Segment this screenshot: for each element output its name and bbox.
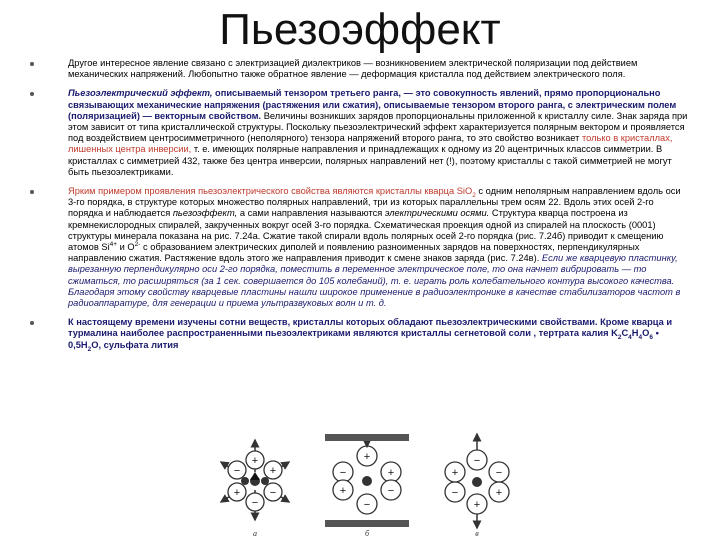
bullet-text: т. е. имеющих полярные направления и принадлежащих к одному из 20 ацентричных классов симметрии. В кристаллах с симметрией 432, также без центра инверсии, полярных направлений нет (!), поэтому кристаллы с такой симметрией не могут быть пьезоэлектриками. [68, 144, 672, 177]
svg-text:−: − [451, 487, 459, 499]
svg-text:−: − [495, 467, 503, 479]
bullet-dot [30, 321, 34, 325]
subscript: 4 [638, 334, 643, 342]
bullet-text: Другое интересное явление связано с электризацией диэлектриков — возникновением электрической поляризации под действием механических напряжений. Любопытно также обратное явление — деформация кристалла под действием электрического поля. [68, 58, 638, 80]
svg-text:+: + [251, 455, 259, 467]
bullet-text: а сами направления называются [237, 208, 385, 219]
svg-text:−: − [269, 487, 277, 499]
subscript: 2 [87, 345, 92, 353]
svg-text:+: + [387, 467, 395, 479]
bullet-item [30, 186, 690, 309]
subscript: 2 [472, 191, 476, 199]
subscript: 2 [617, 334, 622, 342]
highlight-text: только в кристаллах, лишенных центра инверсии, [68, 133, 673, 155]
italic-paragraph: Если же кварцевую пластинку, вырезанную перпендикулярно оси 2-го порядка, поместить в переменное электрическое поле, то она начнет вибрировать — то сжиматься, то расширяться (за 1 сек. совершается до 105 колебаний), т. е. играть роль колебательного контура высокого качества. Благодаря этому свойству кварцевые пластины нашли широкое применение в радиоэлектронике в качестве стабилизаторов частот в радиоаппаратуре, для генерации и приема ультразвуковых волн и т. д. [68, 253, 681, 309]
svg-text:+: + [339, 485, 347, 497]
diagram-b [325, 434, 409, 538]
svg-text:−: − [473, 455, 481, 467]
slide-title: Пьезоэффект [219, 5, 501, 54]
bullet-item [30, 317, 690, 351]
term-piezoelectric-effect: Пьезоэлектрический эффект, [68, 88, 213, 99]
bullet-item [30, 58, 690, 80]
formula-part: H [631, 328, 639, 339]
highlight-text: Ярким примером проявления пьезоэлектрического свойства являются кристаллы кварца SiO [68, 186, 473, 197]
definition-text: описываемый тензором третьего ранга, — это совокупность явлений, прямо пропорционально связывающих механические напряжения (растяжения или сжатия), описываемые тензором второго ранга, с электрическим полем (поляризацией) — векторным свойством. [68, 88, 677, 121]
figure-label-b: б [364, 529, 370, 538]
bullet-text: с одним неполярным направлением вдоль оси 3-го порядка, в структуре которых множество полярных направлений, три из которых параллельны трем осям 22. Вдоль этих осей 2-го порядка и наблюдается [68, 186, 681, 219]
svg-text:−: − [363, 499, 371, 511]
formula-part: C [621, 328, 629, 339]
svg-text:+: + [451, 467, 459, 479]
svg-text:+: + [363, 451, 371, 463]
bullet-text: К настоящему времени изучены сотни веществ, кристаллы которых обладают пьезоэлектрическими свойствами. Кроме кварца и турмалина наиболее распространенными пьезоэлектриками являются кристаллы сегнетовой соли , тертрата калия K [68, 317, 673, 339]
figure-label-a: а [253, 529, 257, 538]
term-electric-axes: электрическими осями. [384, 208, 490, 219]
bullet-dot [30, 62, 34, 66]
svg-text:−: − [339, 467, 347, 479]
svg-text:−: − [233, 465, 241, 477]
formula-part: O [642, 328, 650, 339]
quartz-structure-figure [215, 432, 515, 540]
svg-text:+: + [269, 465, 277, 477]
formula-part: • 0,5H [68, 328, 659, 350]
svg-text:−: − [387, 485, 395, 497]
diagram-a [221, 440, 289, 538]
svg-text:−: − [251, 497, 259, 509]
svg-text:+: + [495, 487, 503, 499]
superscript: 2- [134, 240, 141, 248]
diagram-c [445, 434, 509, 538]
svg-text:+: + [233, 487, 241, 499]
formula-part: O, сульфата лития [91, 339, 179, 350]
bullet-text: Структура кварца построена из кремнекислородных спиралей, закрученных вокруг осей 3-го порядка. Схематическая проекция одной из спиралей на плоскость (0001) структуры минерала показана на рис. 7.24а. Сжатие такой спирали вдоль полярных осей 2-го порядка (рис. 7.24б) приводит к смещению атомов Si [68, 208, 664, 253]
bullet-dot [30, 92, 34, 96]
bullet-text: Величины возникших зарядов пропорциональны приложенной к кристаллу силе. Знак заряда при этом зависит от типа кристаллической структуры. Поскольку пьезоэлектрический эффект характеризуется полярным вектором и проявляется под воздействием центросимметричного (неполярного) тензора напряжений второго ранга, то это свойство возникает [68, 110, 688, 144]
bullet-item [30, 88, 690, 178]
term-piezoeffect: пьезоэффект, [172, 208, 238, 219]
subscript: 4 [628, 334, 632, 342]
subscript: 6 [649, 334, 653, 342]
bullet-dot [30, 190, 34, 194]
superscript: 4+ [109, 240, 118, 248]
bullet-text: с образованием электрических диполей и появлению разноименных зарядов на поверхностях, перпендикулярных направлению сжатия. Растяжение вдоль этого же направления приводит к смене знаков заряда (рис. 7.24в). [68, 242, 640, 264]
bullet-list [30, 56, 690, 351]
figure-label-c: в [475, 529, 479, 538]
svg-text:+: + [473, 499, 481, 511]
bullet-text: и O [117, 242, 135, 253]
